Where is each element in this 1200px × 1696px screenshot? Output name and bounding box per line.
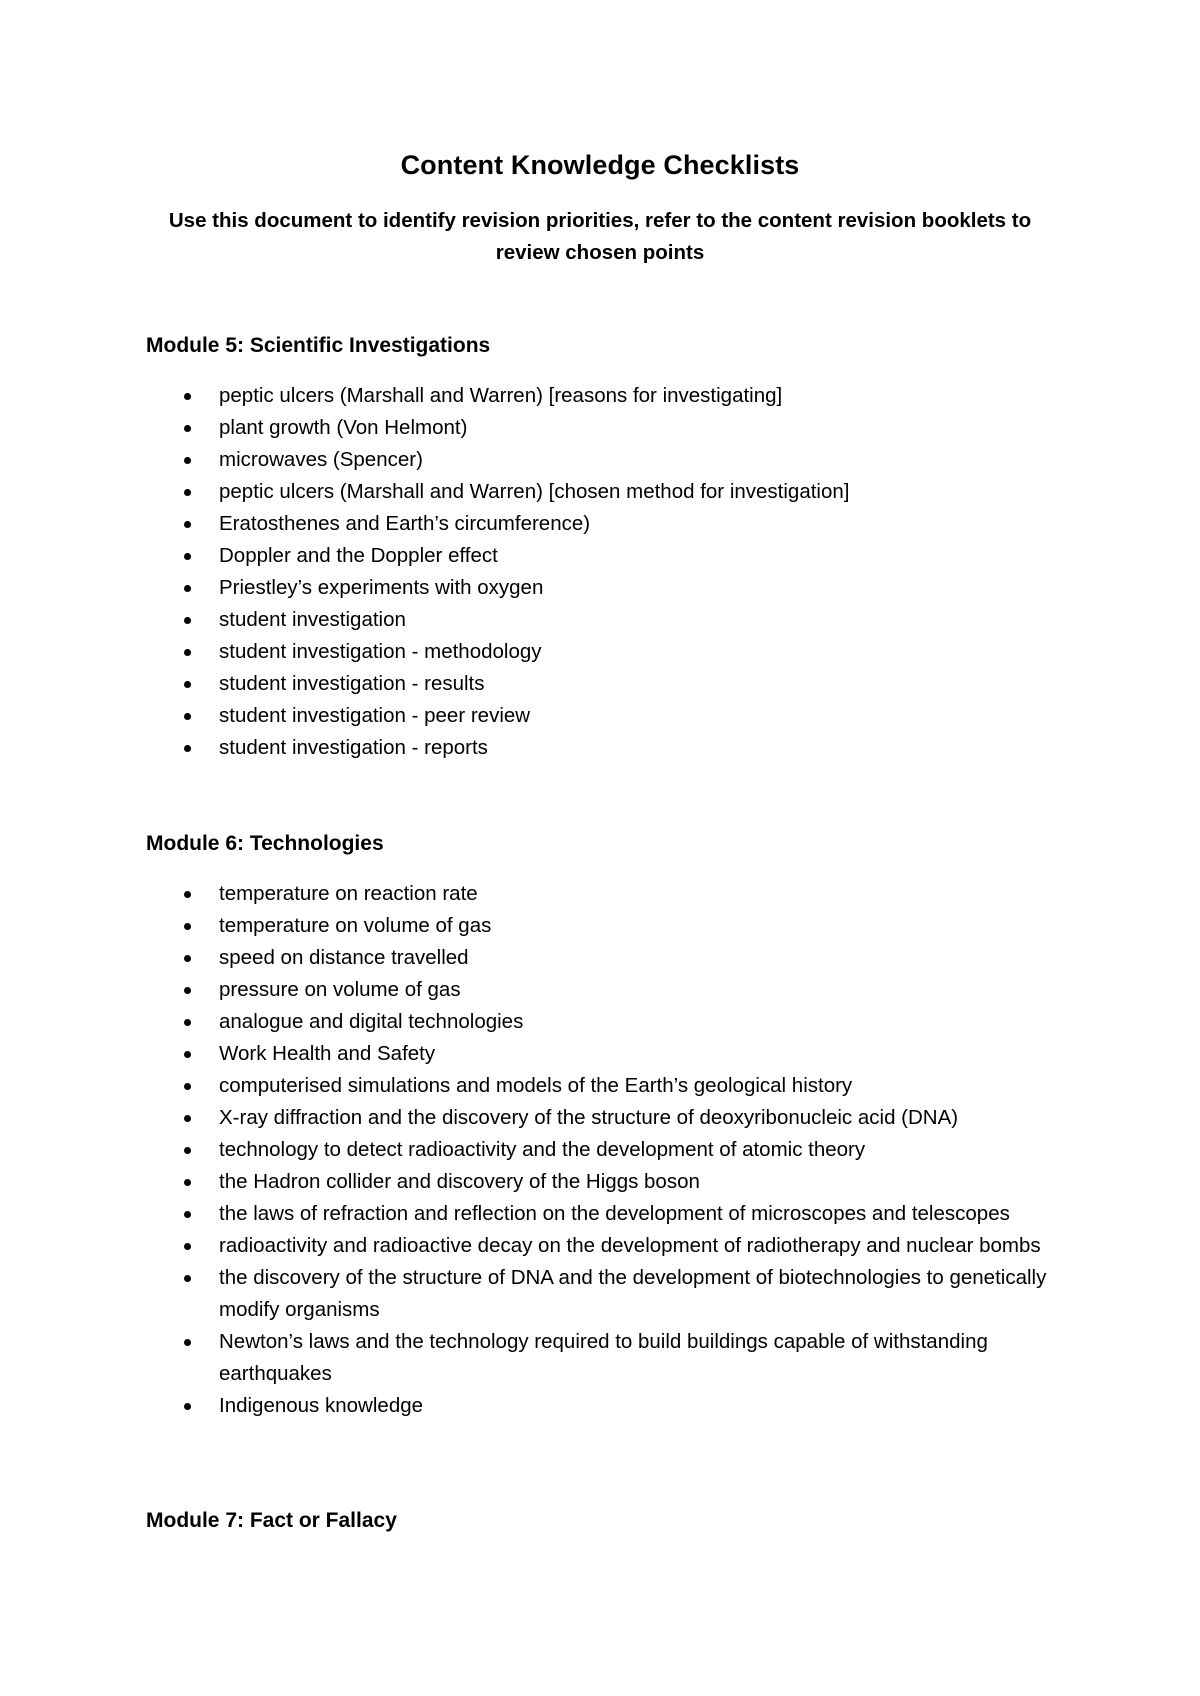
bullet-icon: [184, 649, 191, 656]
list-item-text: Doppler and the Doppler effect: [219, 544, 498, 567]
list-item-text: X-ray diffraction and the discovery of the structure of deoxyribonucleic acid (DNA): [219, 1106, 959, 1129]
list-item: [146, 1134, 1066, 1166]
list-item: [146, 1102, 1066, 1134]
list-item: [146, 508, 1066, 540]
list-item: [146, 604, 1066, 636]
bullet-icon: [184, 1339, 191, 1346]
module-6-list: [146, 878, 1066, 1422]
list-item: [146, 476, 1066, 508]
bullet-icon: [184, 681, 191, 688]
bullet-icon: [184, 1083, 191, 1090]
list-item: [146, 1198, 1066, 1230]
list-item: [146, 1390, 1066, 1422]
bullet-icon: [184, 1019, 191, 1026]
list-item: [146, 910, 1066, 942]
list-item: [146, 1070, 1066, 1102]
list-item-text: the discovery of the structure of DNA and the development of biotechnologies to genetically modify organisms: [219, 1266, 1047, 1321]
list-item-text: microwaves (Spencer): [219, 448, 423, 471]
bullet-icon: [184, 425, 191, 432]
list-item-text: Newton’s laws and the technology required to build buildings capable of withstanding earthquakes: [219, 1330, 988, 1385]
bullet-icon: [184, 457, 191, 464]
list-item: [146, 1006, 1066, 1038]
list-item-text: the laws of refraction and reflection on the development of microscopes and telescopes: [219, 1202, 1010, 1225]
list-item: [146, 668, 1066, 700]
list-item-text: the Hadron collider and discovery of the Higgs boson: [219, 1170, 700, 1193]
list-item-text: student investigation - reports: [219, 736, 488, 759]
bullet-icon: [184, 1403, 191, 1410]
module-6-heading: Module 6: Technologies: [146, 832, 384, 855]
list-item: [146, 1230, 1066, 1262]
bullet-icon: [184, 713, 191, 720]
list-item-text: temperature on volume of gas: [219, 914, 492, 937]
list-item-text: analogue and digital technologies: [219, 1010, 524, 1033]
list-item-text: student investigation - peer review: [219, 704, 531, 727]
list-item-text: temperature on reaction rate: [219, 882, 478, 905]
list-item-text: Work Health and Safety: [219, 1042, 436, 1065]
bullet-icon: [184, 955, 191, 962]
bullet-icon: [184, 1115, 191, 1122]
list-item-text: speed on distance travelled: [219, 946, 469, 969]
bullet-icon: [184, 1243, 191, 1250]
list-item: [146, 732, 1066, 764]
bullet-icon: [184, 521, 191, 528]
page-title: Content Knowledge Checklists: [400, 150, 800, 180]
list-item-text: pressure on volume of gas: [219, 978, 461, 1001]
list-item-text: peptic ulcers (Marshall and Warren) [reasons for investigating]: [219, 384, 783, 407]
bullet-icon: [184, 891, 191, 898]
list-item-text: student investigation - results: [219, 672, 485, 695]
page-subtitle: Use this document to identify revision priorities, refer to the content revision booklets to review chosen points: [168, 209, 1032, 264]
bullet-icon: [184, 489, 191, 496]
list-item-text: plant growth (Von Helmont): [219, 416, 468, 439]
bullet-icon: [184, 1179, 191, 1186]
list-item: [146, 540, 1066, 572]
bullet-icon: [184, 1147, 191, 1154]
list-item: [146, 1166, 1066, 1198]
list-item: [146, 1262, 1066, 1326]
bullet-icon: [184, 923, 191, 930]
list-item: [146, 974, 1066, 1006]
module-7-heading: Module 7: Fact or Fallacy: [146, 1509, 397, 1532]
bullet-icon: [184, 585, 191, 592]
list-item-text: Eratosthenes and Earth’s circumference): [219, 512, 591, 535]
bullet-icon: [184, 745, 191, 752]
list-item-text: Priestley’s experiments with oxygen: [219, 576, 544, 599]
list-item: [146, 878, 1066, 910]
bullet-icon: [184, 1051, 191, 1058]
list-item: [146, 444, 1066, 476]
bullet-icon: [184, 393, 191, 400]
list-item: [146, 412, 1066, 444]
module-5-list: [146, 380, 1066, 764]
list-item: [146, 1326, 1066, 1390]
list-item-text: computerised simulations and models of the Earth’s geological history: [219, 1074, 853, 1097]
bullet-icon: [184, 553, 191, 560]
bullet-icon: [184, 1275, 191, 1282]
list-item-text: radioactivity and radioactive decay on the development of radiotherapy and nuclear bombs: [219, 1234, 1041, 1257]
module-5-heading: Module 5: Scientific Investigations: [146, 334, 491, 357]
bullet-icon: [184, 617, 191, 624]
list-item: [146, 700, 1066, 732]
list-item: [146, 942, 1066, 974]
list-item-text: student investigation: [219, 608, 406, 631]
bullet-icon: [184, 1211, 191, 1218]
list-item-text: student investigation - methodology: [219, 640, 542, 663]
list-item: [146, 1038, 1066, 1070]
list-item-text: Indigenous knowledge: [219, 1394, 424, 1417]
list-item-text: peptic ulcers (Marshall and Warren) [chosen method for investigation]: [219, 480, 850, 503]
list-item-text: technology to detect radioactivity and the development of atomic theory: [219, 1138, 866, 1161]
list-item: [146, 636, 1066, 668]
list-item: [146, 380, 1066, 412]
list-item: [146, 572, 1066, 604]
bullet-icon: [184, 987, 191, 994]
